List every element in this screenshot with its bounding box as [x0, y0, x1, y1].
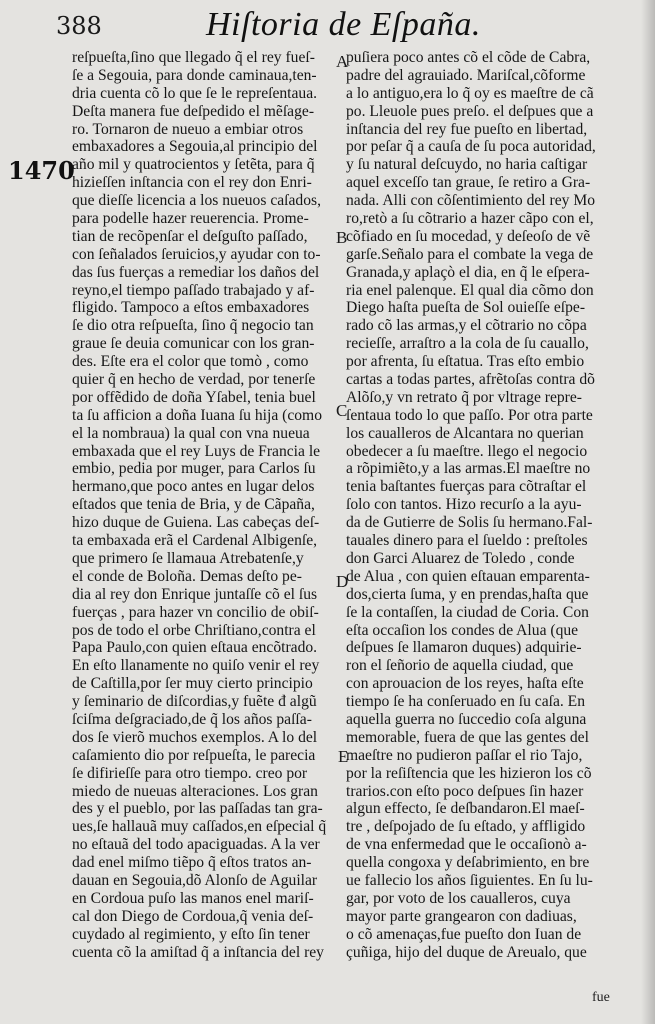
text-line: cuydado al regimiento, y eſto ſin tener: [72, 925, 310, 943]
text-line: por offẽdido de doña Yſabel, tenia buel: [72, 388, 316, 406]
text-line: para podelle hazer reuerencia. Prome-: [72, 210, 309, 228]
text-line: quier q̃ en hecho de verdad, por tenerſe: [72, 371, 316, 389]
text-line: aquella guerra no ſuccedio coſa alguna: [346, 710, 587, 728]
text-line: a lo antiguo,era lo q̃ oy es maeſtre de cã: [346, 84, 594, 102]
text-line: ta embaxada erã el Cardenal Albigenſe,: [72, 532, 318, 550]
text-line: cuenta cõ la amiſtad q̃ a inſtancia del rey: [72, 943, 324, 961]
text-line: ta ſu afficion a doña Iuana ſu hija (como: [72, 406, 322, 424]
text-line: ues,ſe hallauã muy caſſados,en eſpecial q̃: [72, 818, 327, 836]
page-edge-shadow: [641, 0, 655, 1024]
text-line: En eſto llanamente no quiſo venir el rey: [72, 657, 320, 675]
text-line: Alõſo,y vn retrato q̃ por vltrage repre-: [346, 388, 582, 406]
text-line: garſe.Señalo para el combate la vega de: [346, 245, 594, 263]
text-line: reyno,el tiempo paſſado trabajado y af-: [72, 281, 315, 299]
text-line: don Garci Aluarez de Toledo , conde: [346, 549, 575, 567]
text-line: dos ſe vierõ muchos exemplos. A lo del: [72, 728, 318, 746]
text-line: obedecer a ſu maeſtre. llego el negocio: [346, 442, 588, 460]
text-line: fligido. Tampoco a eſtos embaxadores: [72, 299, 310, 317]
text-line: ria enel palenque. El qual dia cõmo don: [346, 281, 594, 299]
text-line: de Caſtilla,por ſer muy cierto principio: [72, 675, 313, 693]
text-line: des. Eſte era el color que tomò , como: [72, 353, 309, 371]
text-line: nada. Alli con cõſentimiento del rey Mo: [346, 192, 596, 210]
text-line: da de Gutierre de Solis ſu hermano.Fal-: [346, 514, 593, 532]
text-line: hizieſſen inſtancia con el rey don Enri-: [72, 174, 312, 192]
text-line: deſpues ſe llamaron duques) adquirie-: [346, 639, 582, 657]
text-line: inſtancia del rey fue pueſto en libertad,: [346, 120, 588, 138]
text-line: ue fallecio los años ſiguientes. En ſu lu-: [346, 871, 593, 889]
text-line: padre del agrauiado. Mariſcal,cõforme: [346, 66, 586, 84]
text-line: quella congoxa y deſabrimiento, en bre: [346, 854, 590, 872]
right-text-column: [346, 49, 614, 961]
text-line: ſe a Segouia, para donde caminaua,ten-: [72, 66, 317, 84]
text-line: dia al rey don Enrique juntaſſe cõ el ſus: [72, 585, 318, 603]
text-line: y ſu natural deſcuydo, no haria caſtigar: [346, 156, 588, 174]
text-line: embaxadores a Segouia,al principio del: [72, 138, 318, 156]
text-line: miedo de nueuas alteraciones. Los gran: [72, 782, 318, 800]
text-line: pos de todo el orbe Chriſtiano,contra el: [72, 621, 316, 639]
text-line: Granada,y aplaçò el dia, en q̃ le eſpera-: [346, 263, 590, 281]
running-title: Hiſtoria de Eſpaña.: [206, 6, 481, 43]
margin-year: 1470: [8, 156, 75, 185]
text-line: de vna enfermedad que le occaſionò a-: [346, 836, 587, 854]
text-line: cõfiado en ſu mocedad, y deſeoſo de vẽ: [346, 227, 591, 245]
text-line: ſciſma deſgraciado,de q̃ los años paſſa-: [72, 710, 312, 728]
text-line: ſe la contaſſen, la ciudad de Coria. Con: [346, 603, 589, 621]
text-line: por afrenta, ſu eſtatua. Tras eſto embio: [346, 353, 585, 371]
text-line: dauan en Segouia,dõ Alonſo de Aguilar: [72, 871, 318, 889]
text-line: tiempo ſe ha conſeruado en ſu caſa. En: [346, 693, 586, 711]
text-line: ſe difirieſſe para otro tiempo. creo por: [72, 764, 308, 782]
text-line: reſpueſta,ſino que llegado q̃ el rey fueſ-: [72, 49, 315, 66]
text-line: caſamiento dio por reſpueſta, le parecia: [72, 746, 316, 764]
text-line: con ſeñalados ſeruicios,y ayudar con to-: [72, 245, 321, 263]
text-line: Diego haſta pueſta de Sol ouieſſe eſpe-: [346, 299, 586, 317]
text-line: embio, pedia por muger, para Carlos ſu: [72, 460, 316, 478]
page-header: [0, 2, 655, 52]
text-line: el conde de Boloña. Demas deſto pe-: [72, 567, 302, 585]
text-line: de Alua , con quien eſtauan emparenta-: [346, 567, 590, 585]
text-line: dad enel miſmo tiẽpo q̃ eſtos tratos an-: [72, 854, 312, 872]
text-line: algun effecto, ſe deſbandaron.El maeſ-: [346, 800, 585, 818]
text-line: cal don Diego de Cordoua,q̃ venia deſ-: [72, 907, 314, 925]
text-line: recieſſe, arraſtro a la cola de ſu cauallo,: [346, 335, 589, 353]
section-marker-d: D: [336, 572, 349, 591]
text-line: por la reſiſtencia que les hizieron los cõ: [346, 764, 592, 782]
text-line: Papa Paulo,con quien eſtaua encõtrado.: [72, 639, 318, 657]
text-line: Deſta manera fue deſpedido el mẽſage-: [72, 102, 315, 120]
text-line: eſta occaſion los condes de Alua (que: [346, 621, 579, 639]
text-line: en Cordoua puſo las manos enel mariſ-: [72, 889, 314, 907]
text-line: memorable, fuera de que las gentes del: [346, 728, 589, 746]
text-line: gar, por voto de los caualleros, cuya: [346, 889, 571, 907]
text-line: hermano,que poco antes en lugar delos: [72, 478, 315, 496]
text-line: cartas a todas partes, afrẽtoſas contra dõ: [346, 371, 595, 389]
text-line: tre , deſpojado de ſu eſtado, y affligido: [346, 818, 586, 836]
text-line: a rõpimiẽto,y a las armas.El maeſtre no: [346, 460, 591, 478]
text-line: año mil y quatrocientos y ſetẽta, para q̃: [72, 156, 315, 174]
text-line: eſtados que tenia de Bria, y de Cãpaña,: [72, 496, 315, 514]
text-line: los caualleros de Alcantara no querian: [346, 424, 584, 442]
text-line: dos,cierta ſuma, y en prendas,haſta que: [346, 585, 589, 603]
text-line: el la nombraua) la qual con vna nueua: [72, 424, 310, 442]
text-line: ſentaua todo lo que paſſo. Por otra parte: [346, 406, 593, 424]
text-line: ron el ſeñorio de aquella ciudad, que: [346, 657, 574, 675]
catchword: fue: [592, 990, 610, 1005]
text-line: con aprouacion de los reyes, haſta eſte: [346, 675, 584, 693]
text-line: ro,retò a ſu cõtrario a hazer cãpo con el,: [346, 210, 594, 228]
text-line: tauales dinero para el ſueldo : preſtoles: [346, 532, 588, 550]
text-line: ro. Tornaron de nueuo a embiar otros: [72, 120, 304, 138]
text-line: que dieſſe licencia a los nueuos caſados,: [72, 192, 321, 210]
text-line: y ſeminario de diſcordias,y fuẽte đ algũ: [72, 693, 317, 711]
text-line: puſiera poco antes cõ el cõde de Cabra,: [346, 49, 591, 66]
text-line: que primero ſe llamaua Atrebatenſe,y: [72, 549, 304, 567]
page-number: 388: [56, 12, 102, 40]
text-line: embaxada que el rey Luys de Francia le: [72, 442, 321, 460]
text-line: fuerças , para hazer vn concilio de obiſ-: [72, 603, 319, 621]
text-line: maeſtre no pudieron paſſar el rio Tajo,: [346, 746, 583, 764]
text-line: por peſar q̃ a cauſa de ſu poca autoridad,: [346, 138, 596, 156]
text-line: çuñiga, hijo del duque de Areualo, que: [346, 943, 587, 961]
text-line: hizo duque de Guiena. Las cabeças deſ-: [72, 514, 320, 532]
text-line: tian de recõpenſar el deſguſto paſſado,: [72, 227, 308, 245]
text-line: o cõ amenaças,fue pueſto don Iuan de: [346, 925, 582, 943]
text-line: ſe dio otra reſpueſta, ſino q̃ negocio tan: [72, 317, 314, 335]
text-line: rado cõ las armas,y el cõtrario no cõpa: [346, 317, 587, 335]
text-line: das ſus fuerças a remediar los daños del: [72, 263, 320, 281]
section-marker-c: C: [336, 401, 348, 420]
text-line: dria cuenta cõ lo que ſe le repreſentaua.: [72, 84, 318, 102]
left-text-column: [72, 49, 334, 961]
section-marker-a: A: [336, 52, 349, 71]
text-line: no eſtauã del todo apaciguadas. A la ver: [72, 836, 320, 854]
text-line: graue ſe deuia comunicar con los gran-: [72, 335, 315, 353]
text-line: tenia baſtantes fuerças para cõtraſtar el: [346, 478, 587, 496]
text-line: ſolo con tantos. Hizo recurſo a la ayu-: [346, 496, 582, 514]
text-line: trarios.con eſto poco deſpues ſin hazer: [346, 782, 584, 800]
text-line: des y el pueblo, por las paſſadas tan gra-: [72, 800, 323, 818]
section-marker-b: B: [336, 228, 348, 247]
text-line: aquel exceſſo tan graue, ſe retiro a Gra-: [346, 174, 591, 192]
section-marker-e: E: [338, 747, 349, 766]
text-line: mayor parte grangearon con dadiuas,: [346, 907, 577, 925]
text-line: po. Lleuole pues preſo. el deſpues que a: [346, 102, 594, 120]
